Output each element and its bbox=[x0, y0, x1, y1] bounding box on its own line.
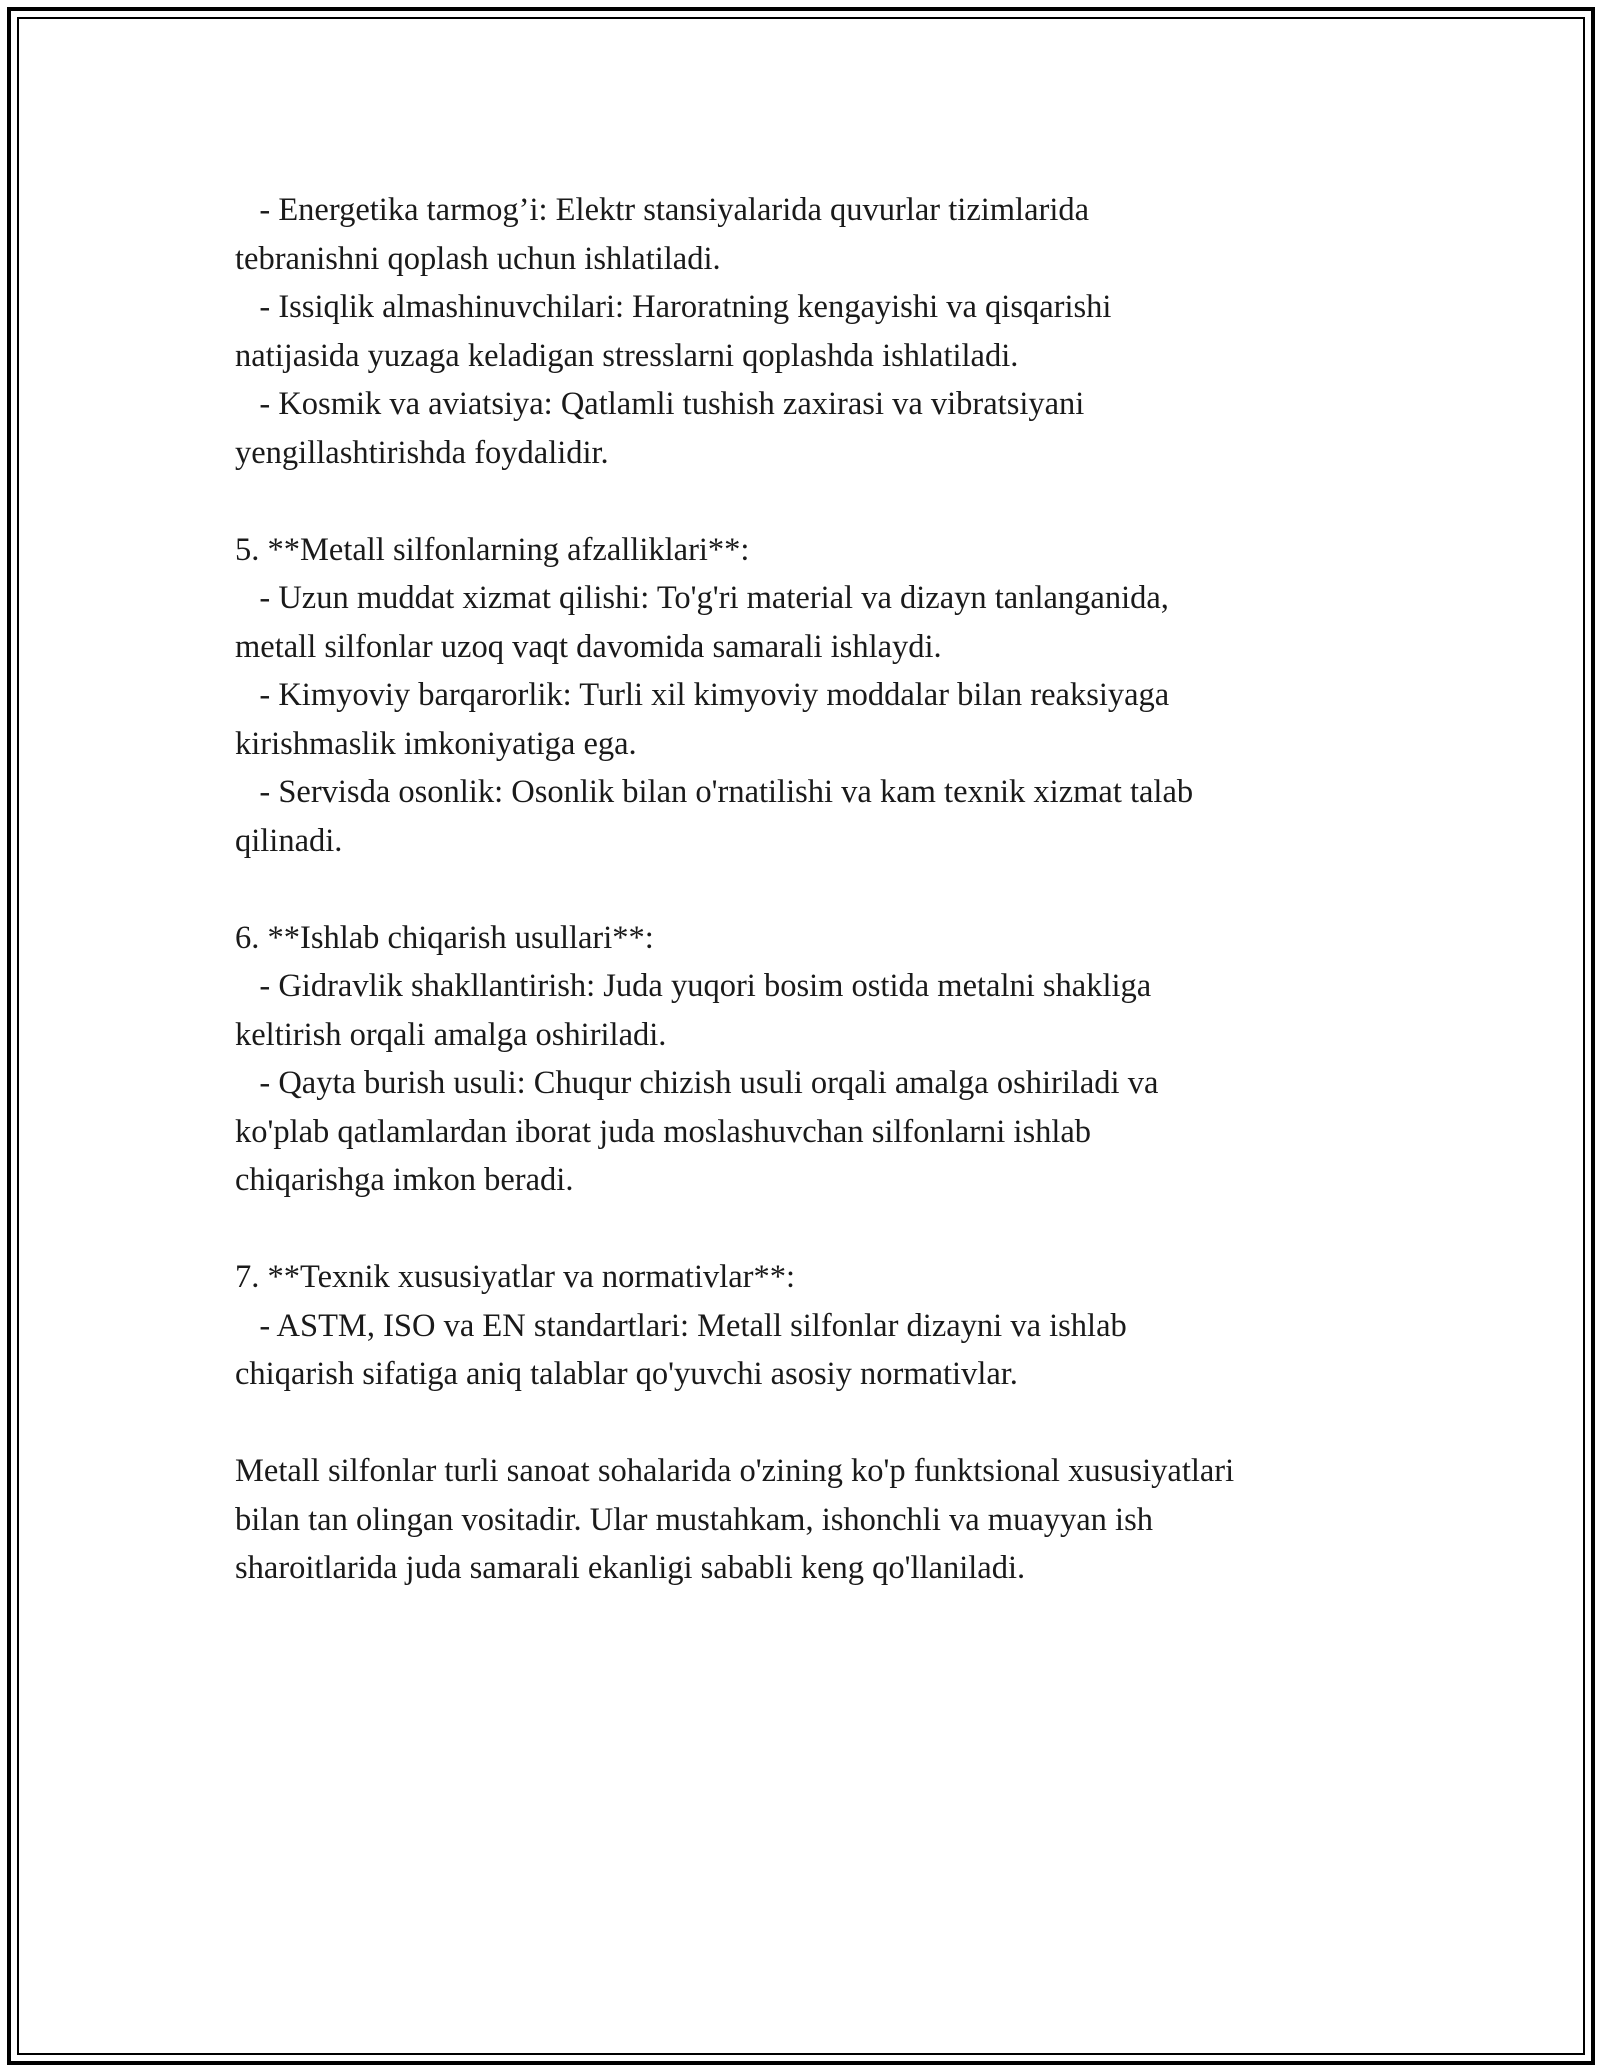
text-line: - Energetika tarmog’i: Elektr stansiyalarida quvurlar tizimlarida bbox=[235, 192, 1090, 228]
text-line: chiqarish sifatiga aniq talablar qo'yuvchi asosiy normativlar. bbox=[235, 1356, 1018, 1392]
text-line: natijasida yuzaga keladigan stresslarni qoplashda ishlatiladi. bbox=[235, 337, 1019, 374]
document-body bbox=[235, 186, 1405, 1593]
text-line: keltirish orqali amalga oshiriladi. bbox=[235, 1016, 667, 1053]
block-section-5 bbox=[235, 526, 1405, 866]
text-line: bilan tan olingan vositadir. Ular mustahkam, ishonchli va muayyan ish bbox=[235, 1501, 1153, 1538]
text-line: - Gidravlik shakllantirish: Juda yuqori bosim ostida metalni shakliga bbox=[235, 968, 1152, 1004]
text-line: - ASTM, ISO va EN standartlari: Metall silfonlar dizayni va ishlab bbox=[235, 1307, 1127, 1344]
section-heading: 5. **Metall silfonlarning afzalliklari**: bbox=[235, 531, 750, 568]
text-line: - Qayta burish usuli: Chuqur chizish usuli orqali amalga oshiriladi va bbox=[235, 1065, 1159, 1101]
paragraph-gap bbox=[235, 865, 1405, 914]
paragraph-gap bbox=[235, 1399, 1405, 1448]
text-line: tebranishni qoplash uchun ishlatiladi. bbox=[235, 240, 721, 277]
block-section-7 bbox=[235, 1253, 1405, 1399]
text-line: sharoitlarida juda samarali ekanligi sababli keng qo'llaniladi. bbox=[235, 1550, 1026, 1586]
text-line: Metall silfonlar turli sanoat sohalarida o'zining ko'p funktsional xususiyatlari bbox=[235, 1453, 1235, 1489]
block-usage-areas bbox=[235, 186, 1405, 477]
block-section-6 bbox=[235, 914, 1405, 1205]
text-line: - Issiqlik almashinuvchilari: Haroratning kengayishi va qisqarishi bbox=[235, 289, 1112, 325]
text-line: - Kimyoviy barqarorlik: Turli xil kimyoviy moddalar bilan reaksiyaga bbox=[235, 677, 1170, 713]
text-line: - Uzun muddat xizmat qilishi: To'g'ri material va dizayn tanlanganida, bbox=[235, 580, 1169, 616]
text-line: yengillashtirishda foydalidir. bbox=[235, 434, 609, 471]
paragraph-gap bbox=[235, 1205, 1405, 1254]
text-line: chiqarishga imkon beradi. bbox=[235, 1162, 574, 1198]
text-line: ko'plab qatlamlardan iborat juda moslashuvchan silfonlarni ishlab bbox=[235, 1113, 1092, 1150]
text-line: kirishmaslik imkoniyatiga ega. bbox=[235, 725, 637, 762]
text-line: - Kosmik va aviatsiya: Qatlamli tushish zaxirasi va vibratsiyani bbox=[235, 386, 1085, 422]
block-conclusion bbox=[235, 1447, 1405, 1593]
paragraph-gap bbox=[235, 477, 1405, 526]
text-line: qilinadi. bbox=[235, 822, 343, 859]
text-line: - Servisda osonlik: Osonlik bilan o'rnatilishi va kam texnik xizmat talab bbox=[235, 774, 1194, 810]
section-heading: 7. **Texnik xususiyatlar va normativlar**: bbox=[235, 1259, 796, 1295]
text-line: metall silfonlar uzoq vaqt davomida samarali ishlaydi. bbox=[235, 628, 942, 665]
section-heading: 6. **Ishlab chiqarish usullari**: bbox=[235, 919, 654, 956]
